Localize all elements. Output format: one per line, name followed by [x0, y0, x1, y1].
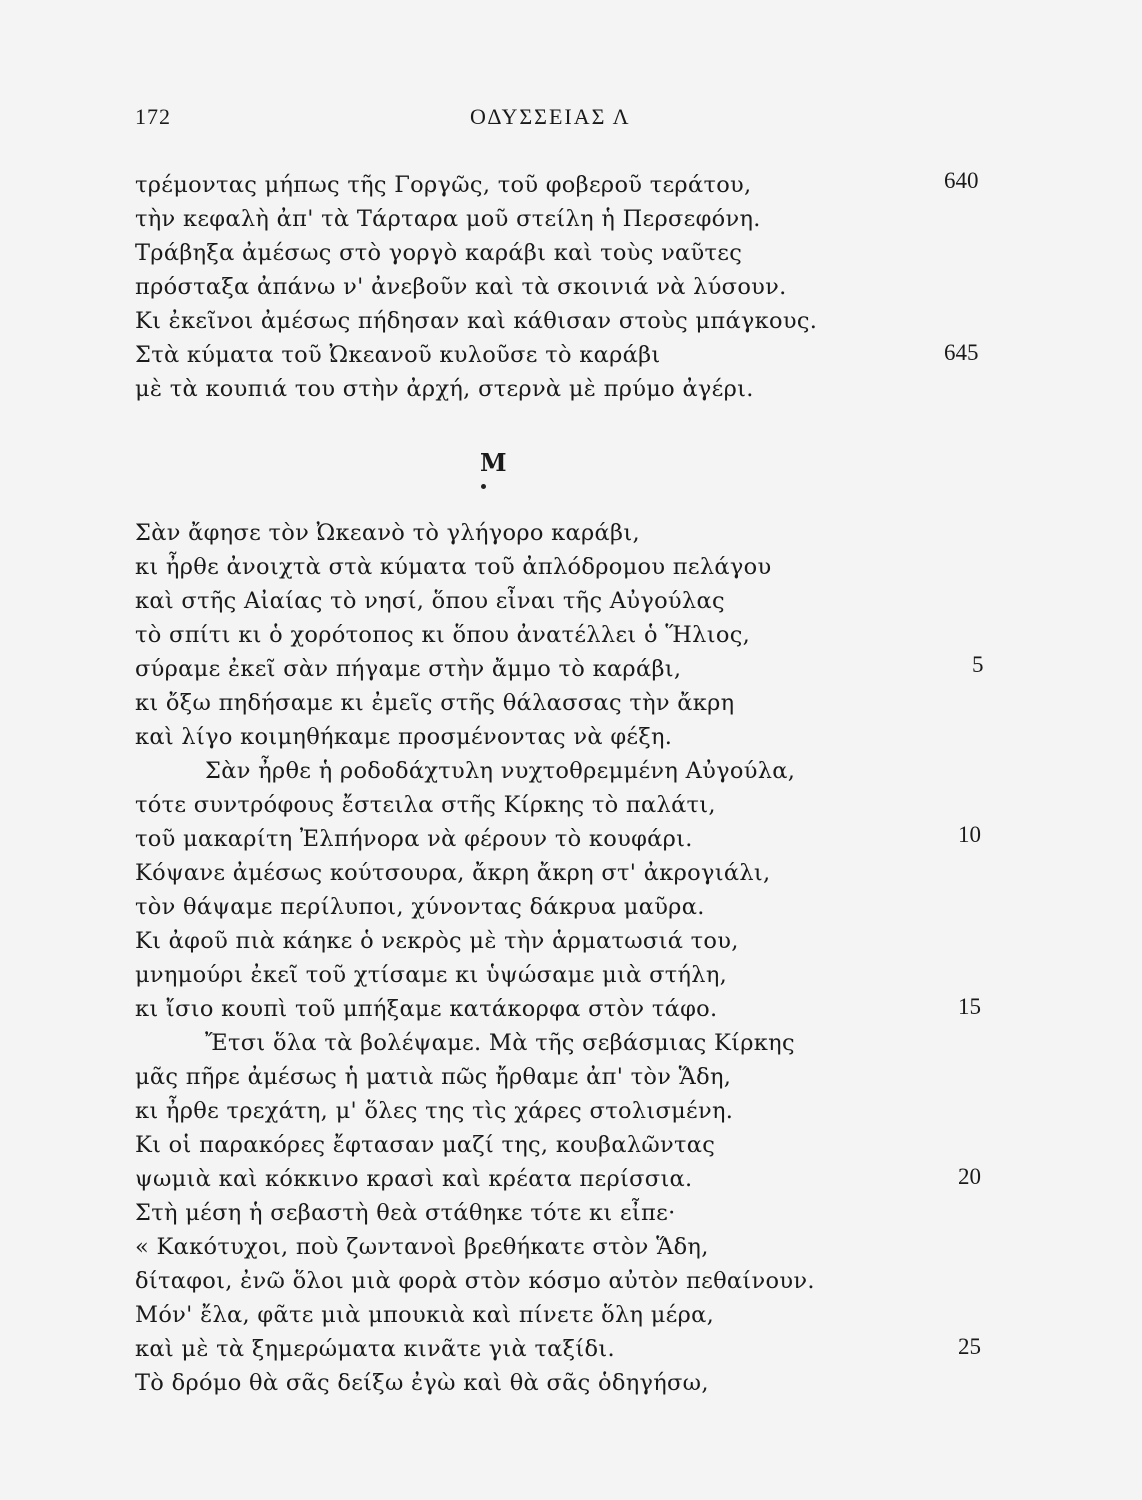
verse-line: σύραμε ἐκεῖ σὰν πήγαμε στὴν ἄμμο τὸ καράβι, [135, 656, 682, 682]
section-heading: Μ [480, 448, 509, 477]
line-number-20: 20 [958, 1164, 981, 1189]
verse-line: Κόψανε ἀμέσως κούτσουρα, ἄκρη ἄκρη στ' ἀκρογιάλι, [135, 860, 771, 886]
verse-line: Τὸ δρόμο θὰ σᾶς δείξω ἐγὼ καὶ θὰ σᾶς ὁδηγήσω, [135, 1370, 709, 1396]
verse-line: Στὴ μέση ἡ σεβαστὴ θεὰ στάθηκε τότε κι εἶπε· [135, 1200, 676, 1226]
verse-line: μᾶς πῆρε ἀμέσως ἡ ματιὰ πῶς ἤρθαμε ἀπ' τὸν Ἅδη, [135, 1064, 732, 1090]
verse-line: Κι ἀφοῦ πιὰ κάηκε ὁ νεκρὸς μὲ τὴν ἁρματωσιά του, [135, 928, 739, 954]
line-number-640: 640 [944, 168, 979, 193]
line-number-10: 10 [958, 822, 981, 847]
verse-line: Στὰ κύματα τοῦ Ὠκεανοῦ κυλοῦσε τὸ καράβι [135, 342, 661, 368]
verse-line: Ἔτσι ὅλα τὰ βολέψαμε. Μὰ τῆς σεβάσμιας Κίρκης [205, 1030, 795, 1056]
verse-line: τὸν θάψαμε περίλυποι, χύνοντας δάκρυα μαῦρα. [135, 894, 705, 920]
verse-line: Μόν' ἔλα, φᾶτε μιὰ μπουκιὰ καὶ πίνετε ὅλη μέρα, [135, 1302, 715, 1328]
verse-line: ψωμιὰ καὶ κόκκινο κρασὶ καὶ κρέατα περίσσια. [135, 1166, 693, 1192]
verse-line: Κι ἐκεῖνοι ἀμέσως πήδησαν καὶ κάθισαν στοὺς μπάγκους. [135, 308, 818, 334]
line-number-5: 5 [972, 652, 984, 677]
verse-line: Τράβηξα ἀμέσως στὸ γοργὸ καράβι καὶ τοὺς ναῦτες [135, 240, 743, 266]
verse-line: Σὰν ἦρθε ἡ ροδοδάχτυλη νυχτοθρεμμένη Αὐγούλα, [205, 758, 796, 784]
verse-line: κι ἴσιο κουπὶ τοῦ μπήξαμε κατάκορφα στὸν τάφο. [135, 996, 718, 1022]
verse-line: μὲ τὰ κουπιά του στὴν ἀρχή, στερνὰ μὲ πρύμο ἀγέρι. [135, 376, 754, 402]
verse-line: πρόσταξα ἀπάνω ν' ἀνεβοῦν καὶ τὰ σκοινιά νὰ λύσουν. [135, 274, 787, 300]
ornament-dot [481, 484, 486, 489]
verse-line: κι ἦρθε ἀνοιχτὰ στὰ κύματα τοῦ ἀπλόδρομου πελάγου [135, 554, 772, 580]
verse-line: δίταφοι, ἐνῶ ὅλοι μιὰ φορὰ στὸν κόσμο αὐτὸν πεθαίνουν. [135, 1268, 815, 1294]
page-header [0, 104, 1142, 136]
verse-line: Σὰν ἄφησε τὸν Ὠκεανὸ τὸ γλήγορο καράβι, [135, 520, 640, 546]
verse-line: τότε συντρόφους ἔστειλα στῆς Κίρκης τὸ παλάτι, [135, 792, 716, 818]
line-number-15: 15 [958, 994, 981, 1019]
verse-line: καὶ στῆς Αἰαίας τὸ νησί, ὅπου εἶναι τῆς Αὐγούλας [135, 588, 725, 614]
line-number-645: 645 [944, 340, 979, 365]
verse-line: τὸ σπίτι κι ὁ χορότοπος κι ὅπου ἀνατέλλει ὁ Ἥλιος, [135, 622, 751, 648]
line-number-25: 25 [958, 1334, 981, 1359]
verse-line: τρέμοντας μήπως τῆς Γοργῶς, τοῦ φοβεροῦ τεράτου, [135, 172, 752, 198]
verse-line: τὴν κεφαλὴ ἀπ' τὰ Τάρταρα μοῦ στείλη ἡ Περσεφόνη. [135, 206, 761, 232]
verse-line: τοῦ μακαρίτη Ἐλπήνορα νὰ φέρουν τὸ κουφάρι. [135, 826, 693, 852]
verse-line: καὶ μὲ τὰ ξημερώματα κινᾶτε γιὰ ταξίδι. [135, 1336, 615, 1362]
verse-line: Κι οἱ παρακόρες ἔφτασαν μαζί της, κουβαλῶντας [135, 1132, 716, 1158]
page-number: 172 [135, 104, 171, 129]
verse-line: κι ὄξω πηδήσαμε κι ἐμεῖς στῆς θάλασσας τὴν ἄκρη [135, 690, 735, 716]
verse-line: « Κακότυχοι, ποὺ ζωντανοὶ βρεθήκατε στὸν Ἅδη, [135, 1234, 709, 1260]
verse-line: κι ἦρθε τρεχάτη, μ' ὅλες της τὶς χάρες στολισμένη. [135, 1098, 734, 1124]
verse-line: μνημούρι ἐκεῖ τοῦ χτίσαμε κι ὑψώσαμε μιὰ στήλη, [135, 962, 728, 988]
verse-line: καὶ λίγο κοιμηθήκαμε προσμένοντας νὰ φέξη. [135, 724, 673, 750]
running-head: ΟΔΥΣΣΕΙΑΣ Λ [470, 104, 631, 129]
